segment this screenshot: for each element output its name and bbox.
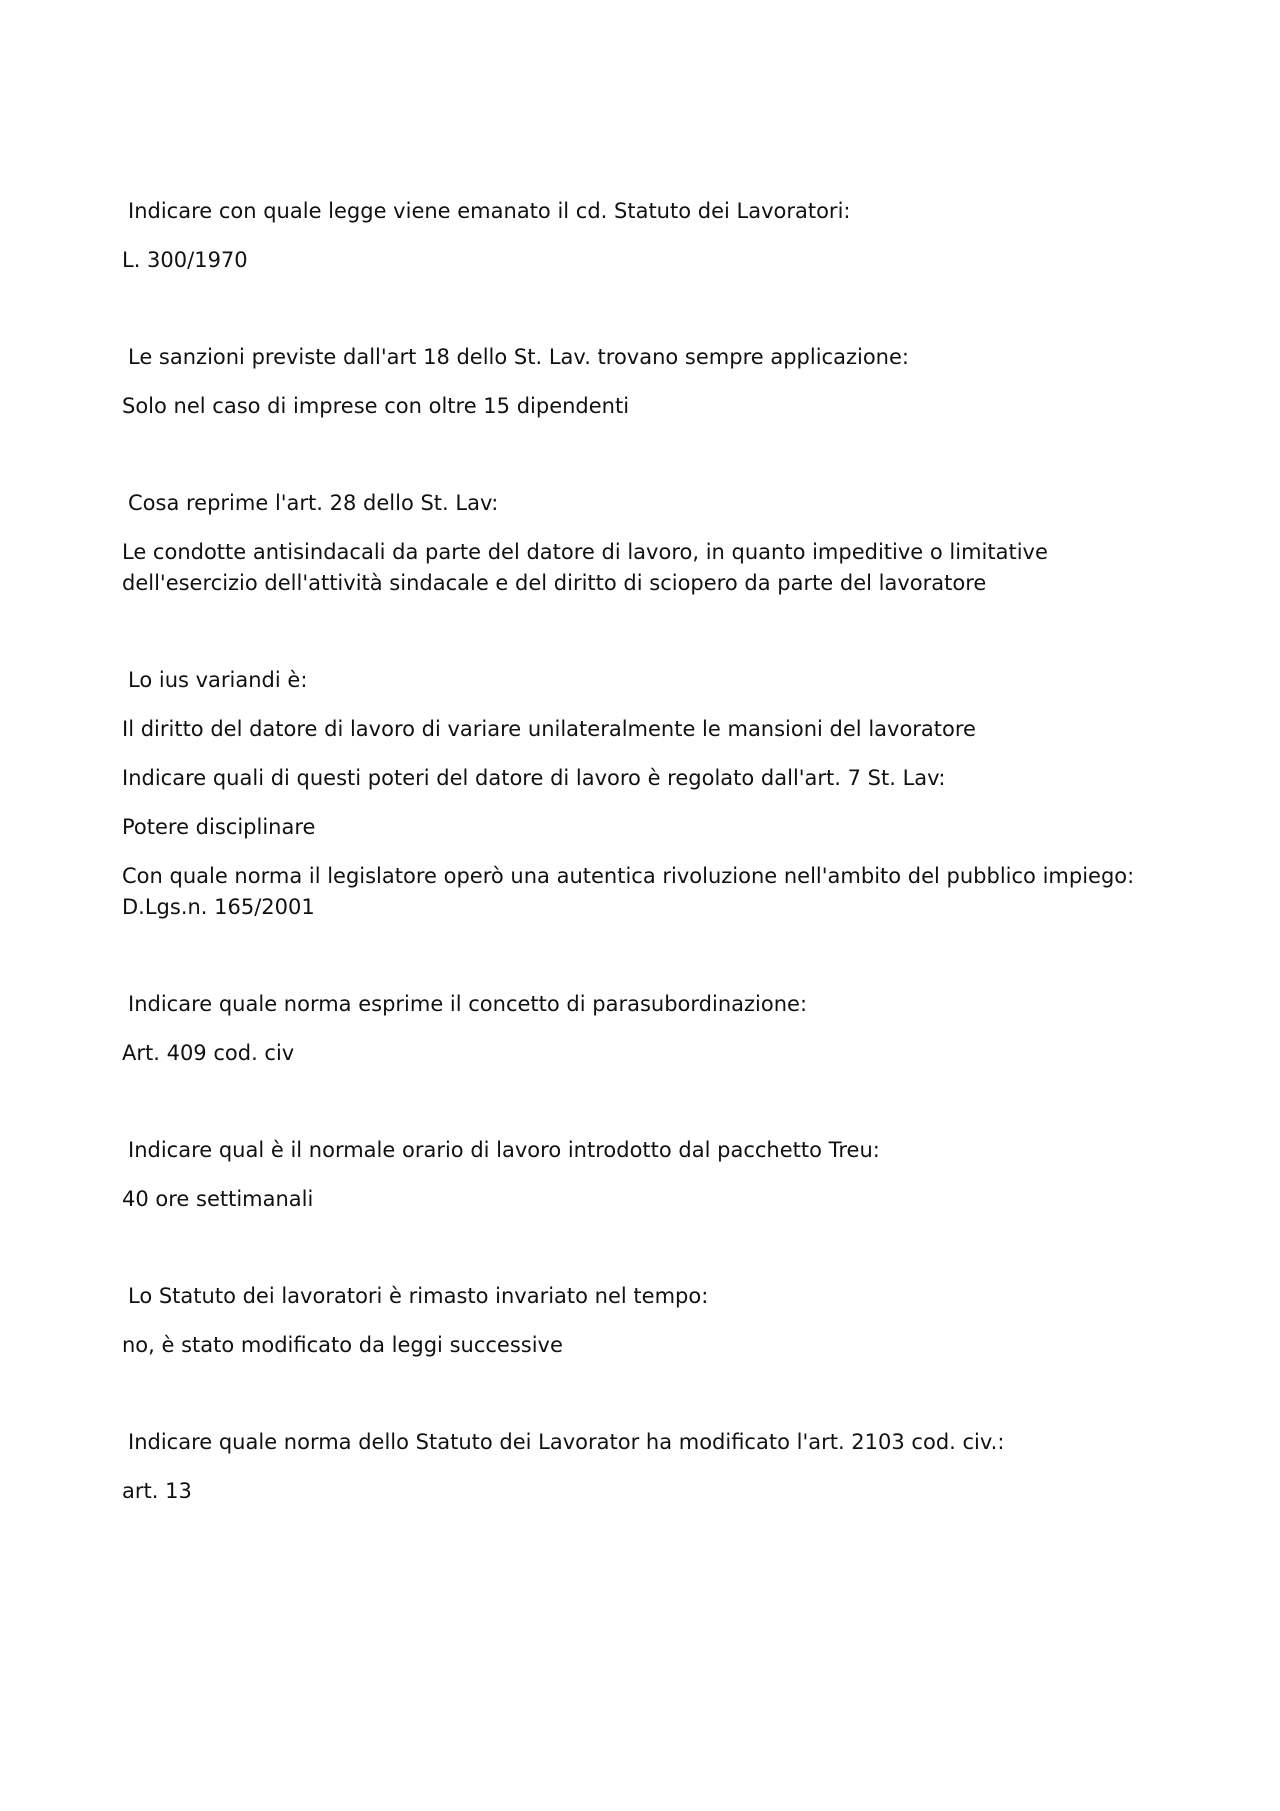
answer-art28: Le condotte antisindacali da parte del datore di lavoro, in quanto impeditive o limitative dell'esercizio dell'attività sindacale e del diritto di sciopero da parte del lavoratore xyxy=(122,540,1048,595)
question-art2103: Indicare quale norma dello Statuto dei Lavorator ha modificato l'art. 2103 cod. civ.: xyxy=(128,1430,1005,1454)
question-parasubordination: Indicare quale norma esprime il concetto di parasubordinazione: xyxy=(128,992,808,1016)
answer-art2103: art. 13 xyxy=(122,1479,192,1503)
question-art28: Cosa reprime l'art. 28 dello St. Lav: xyxy=(128,491,499,515)
answer-treu-hours: 40 ore settimanali xyxy=(122,1187,314,1211)
spacer xyxy=(122,617,1152,665)
answer-art7-powers: Potere disciplinare xyxy=(122,815,316,839)
spacer xyxy=(122,440,1152,488)
question-statuto-unchanged: Lo Statuto dei lavoratori è rimasto invariato nel tempo: xyxy=(128,1284,709,1308)
answer-art18-sanctions: Solo nel caso di imprese con oltre 15 dipendenti xyxy=(122,394,630,418)
question-statuto-law: Indicare con quale legge viene emanato il cd. Statuto dei Lavoratori: xyxy=(128,199,851,223)
answer-statuto-law: L. 300/1970 xyxy=(122,248,248,272)
question-art18-sanctions: Le sanzioni previste dall'art 18 dello St. Lav. trovano sempre applicazione: xyxy=(128,345,909,369)
spacer xyxy=(122,294,1152,342)
document-body xyxy=(122,196,1152,1525)
answer-parasubordination: Art. 409 cod. civ xyxy=(122,1041,295,1065)
spacer xyxy=(122,941,1152,989)
question-treu-hours: Indicare qual è il normale orario di lavoro introdotto dal pacchetto Treu: xyxy=(128,1138,880,1162)
spacer xyxy=(122,1233,1152,1281)
question-ius-variandi: Lo ius variandi è: xyxy=(128,668,308,692)
answer-ius-variandi: Il diritto del datore di lavoro di variare unilateralmente le mansioni del lavoratore xyxy=(122,717,976,741)
question-answer-public-employment: Con quale norma il legislatore operò una autentica rivoluzione nell'ambito del pubblico impiego: D.Lgs.n. 165/2001 xyxy=(122,864,1135,919)
answer-statuto-unchanged: no, è stato modificato da leggi successive xyxy=(122,1333,563,1357)
question-art7-powers: Indicare quali di questi poteri del datore di lavoro è regolato dall'art. 7 St. Lav: xyxy=(122,766,946,790)
spacer xyxy=(122,1087,1152,1135)
spacer xyxy=(122,1379,1152,1427)
